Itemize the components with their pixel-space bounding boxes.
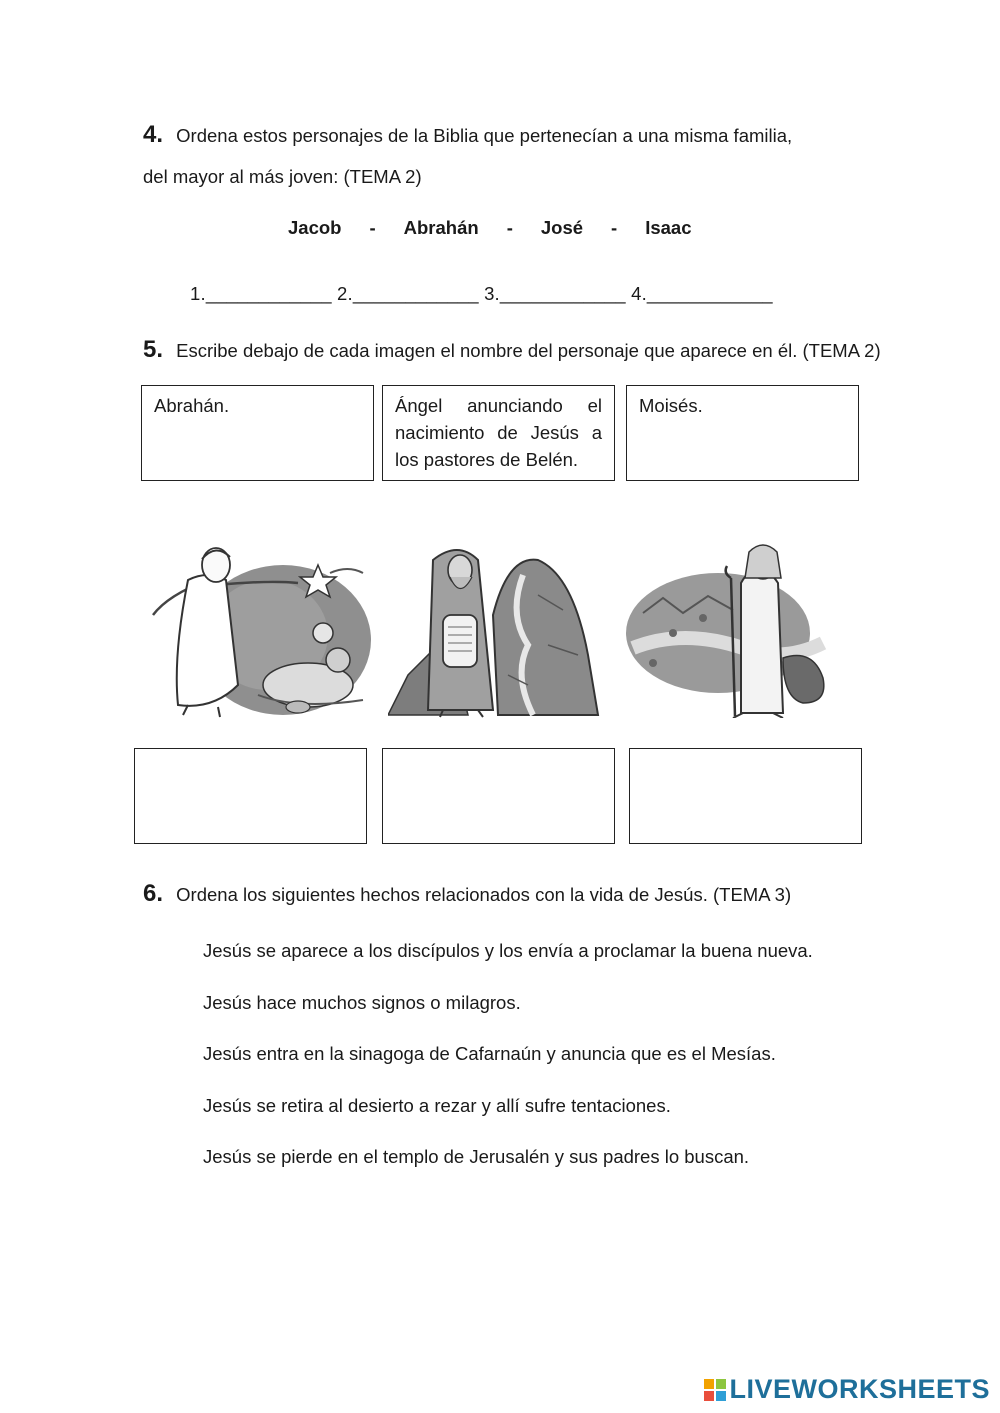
option-text: Abrahán. — [154, 395, 230, 416]
moses-tablets-illustration — [388, 535, 603, 720]
name-separator: - — [611, 217, 618, 238]
name-jacob: Jacob — [288, 217, 342, 238]
q5-heading — [143, 336, 881, 365]
name-jose: José — [540, 217, 584, 238]
option-text: Moisés. — [639, 395, 703, 416]
q5-number: 5. — [143, 336, 164, 363]
logo-square — [716, 1391, 726, 1401]
event-item[interactable]: Jesús se retira al desierto a rezar y allí sufre tentaciones. — [203, 1095, 671, 1116]
logo-square — [716, 1379, 726, 1389]
q4-names — [288, 217, 692, 239]
event-item[interactable]: Jesús hace muchos signos o milagros. — [203, 992, 521, 1013]
q4-heading — [143, 121, 792, 150]
option-box-moises[interactable] — [626, 385, 859, 481]
answer-box-2[interactable] — [382, 748, 615, 844]
name-isaac: Isaac — [645, 217, 692, 238]
logo-square — [704, 1379, 714, 1389]
q4-answer-blanks[interactable]: 1.____________ 2.____________ 3.____________ 4.____________ — [190, 283, 773, 304]
q6-heading — [143, 880, 791, 909]
q4-number: 4. — [143, 121, 164, 148]
name-abrahan: Abrahán — [403, 217, 479, 238]
angel-shepherds-illustration — [148, 535, 373, 720]
abraham-journey-illustration — [623, 538, 838, 718]
option-box-abrahan[interactable] — [141, 385, 374, 481]
q6-number: 6. — [143, 880, 164, 907]
q6-text: Ordena los siguientes hechos relacionados con la vida de Jesús. (TEMA 3) — [176, 884, 792, 905]
q4-line1: Ordena estos personajes de la Biblia que pertenecían a una misma familia, — [176, 125, 793, 146]
event-item[interactable]: Jesús se pierde en el templo de Jerusalén y sus padres lo buscan. — [203, 1146, 750, 1167]
name-separator: - — [506, 217, 513, 238]
logo-square — [704, 1391, 714, 1401]
logo-text: LIVEWORKSHEETS — [729, 1374, 990, 1404]
logo-mark-icon — [704, 1379, 726, 1401]
event-item[interactable]: Jesús entra en la sinagoga de Cafarnaún y anuncia que es el Mesías. — [203, 1043, 776, 1064]
name-separator: - — [369, 217, 376, 238]
q4-line2: del mayor al más joven: (TEMA 2) — [143, 166, 422, 187]
option-text: Ángel anunciando el nacimiento de Jesús a los pastores de Belén. — [395, 395, 602, 470]
answer-box-1[interactable] — [134, 748, 367, 844]
answer-box-3[interactable] — [629, 748, 862, 844]
liveworksheets-logo — [704, 1374, 990, 1405]
event-item[interactable]: Jesús se aparece a los discípulos y los envía a proclamar la buena nueva. — [203, 940, 813, 961]
q5-text: Escribe debajo de cada imagen el nombre del personaje que aparece en él. (TEMA 2) — [176, 340, 881, 361]
option-box-angel[interactable] — [382, 385, 615, 481]
